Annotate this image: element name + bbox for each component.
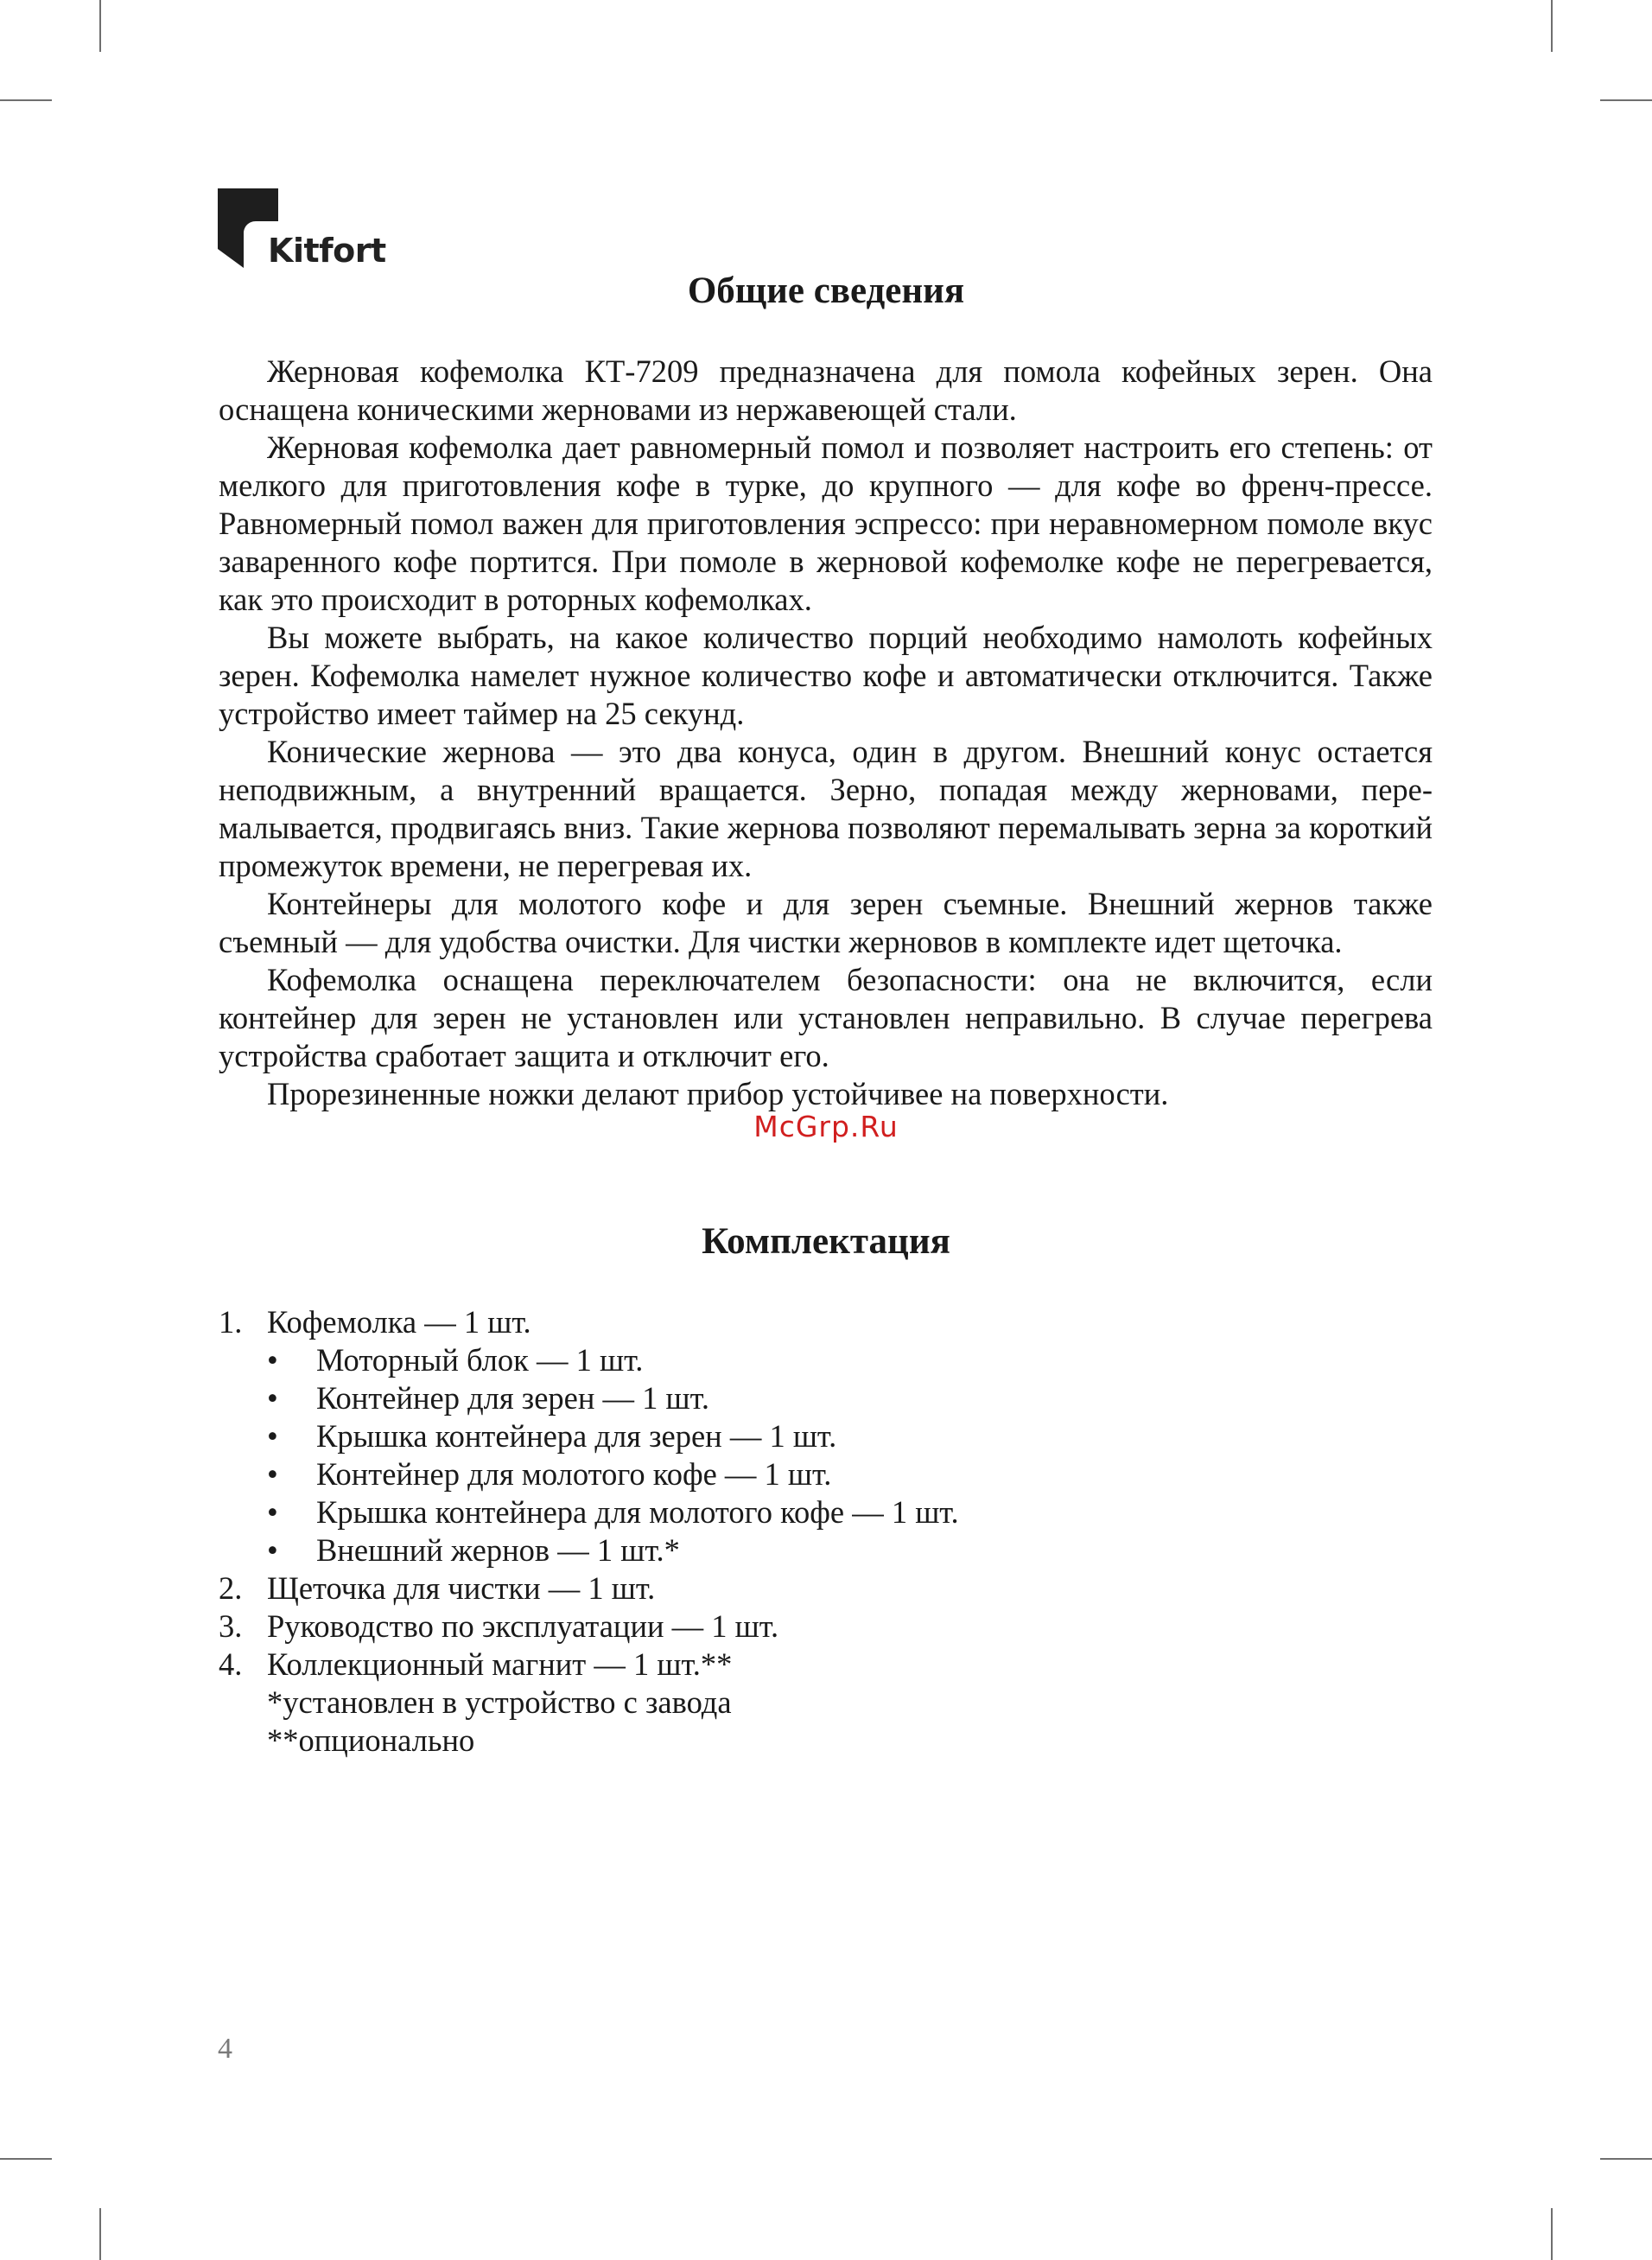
list-item: • Моторный блок — 1 шт. xyxy=(267,1342,644,1378)
crop-mark-top-left-h xyxy=(0,99,52,101)
list-item: 4. Коллекционный магнит — 1 шт.** xyxy=(219,1646,733,1682)
crop-mark-bottom-left-h xyxy=(0,2158,52,2160)
paragraph: Конические жернова — это два конуса, один в другом. Внешний конус остается неподвижным, а внутренний вращается. Зерно, попадая между жерновами, перемалывается, продвигаясь вниз. Такие жернова позволяют перемалывать зерна за короткий промежуток времени, не перегревая их. xyxy=(219,734,1433,883)
section-title-general: Общие сведения xyxy=(687,271,965,311)
brand-name: Kitfort xyxy=(268,232,386,270)
list-item: • Крышка контейнера для молотого кофе — 1 шт. xyxy=(267,1494,959,1530)
list-item: • Контейнер для зерен — 1 шт. xyxy=(267,1380,709,1416)
list-item: • Крышка контейнера для зерен — 1 шт. xyxy=(267,1418,837,1454)
crop-mark-top-right xyxy=(1551,0,1553,52)
crop-mark-bottom-right-h xyxy=(1600,2158,1652,2160)
paragraph: Прорезиненные ножки делают прибор устойчивее на поверхности. xyxy=(267,1076,1169,1111)
paragraph: Вы можете выбрать, на какое количество порций необходимо намолоть кофейных зерен. Кофемолка намелет нужное количество кофе и автоматически отключится. Также устройство имеет таймер на 25 секунд. xyxy=(219,620,1433,731)
watermark-link[interactable]: McGrp.Ru xyxy=(753,1110,899,1143)
crop-mark-bottom-left xyxy=(99,2208,101,2260)
crop-mark-top-right-h xyxy=(1600,99,1652,101)
list-item: 3. Руководство по эксплуатации — 1 шт. xyxy=(219,1608,779,1644)
footnote: *установлен в устройство с завода xyxy=(267,1684,732,1720)
contents-list xyxy=(219,1303,1433,1760)
paragraph: Контейнеры для молотого кофе и для зерен съемные. Внешний жернов также съемный — для удобства очистки. Для чистки жерновов в комплекте идет щеточка. xyxy=(219,886,1433,959)
list-item: • Внешний жернов — 1 шт.* xyxy=(267,1532,680,1568)
paragraph: Кофемолка оснащена переключателем безопасности: она не включится, если контейнер для зерен не установлен или установлен неправильно. В случае перегрева устройства сработает защита и отключит его. xyxy=(219,962,1433,1073)
list-item: • Контейнер для молотого кофе — 1 шт. xyxy=(267,1456,832,1492)
paragraph: Жерновая кофемолка дает равномерный помол и позволяет настроить его степень: от мелкого для приготовления кофе в турке, до крупного — для кофе во френч-прессе. Равномерный помол важен для приготовления эспрессо: при неравномерном помоле вкус заваренного кофе портится. При помоле в жерновой кофемолке кофе не перегревается, как это происходит в роторных кофемолках. xyxy=(219,430,1433,617)
footnote: **опционально xyxy=(267,1722,475,1758)
brand-logo xyxy=(218,188,391,271)
page-number: 4 xyxy=(218,2033,232,2065)
crop-mark-bottom-right xyxy=(1551,2208,1553,2260)
list-item: 1. Кофемолка — 1 шт. xyxy=(219,1304,531,1340)
crop-mark-top-left xyxy=(99,0,101,52)
list-item: 2. Щеточка для чистки — 1 шт. xyxy=(219,1570,656,1606)
section-title-contents: Комплектация xyxy=(702,1221,950,1262)
paragraph: Жерновая кофемолка КТ-7209 предназначена для помола кофейных зерен. Она оснащена коническими жерновами из нержавеющей стали. xyxy=(219,353,1433,427)
general-info-text xyxy=(219,353,1433,1113)
